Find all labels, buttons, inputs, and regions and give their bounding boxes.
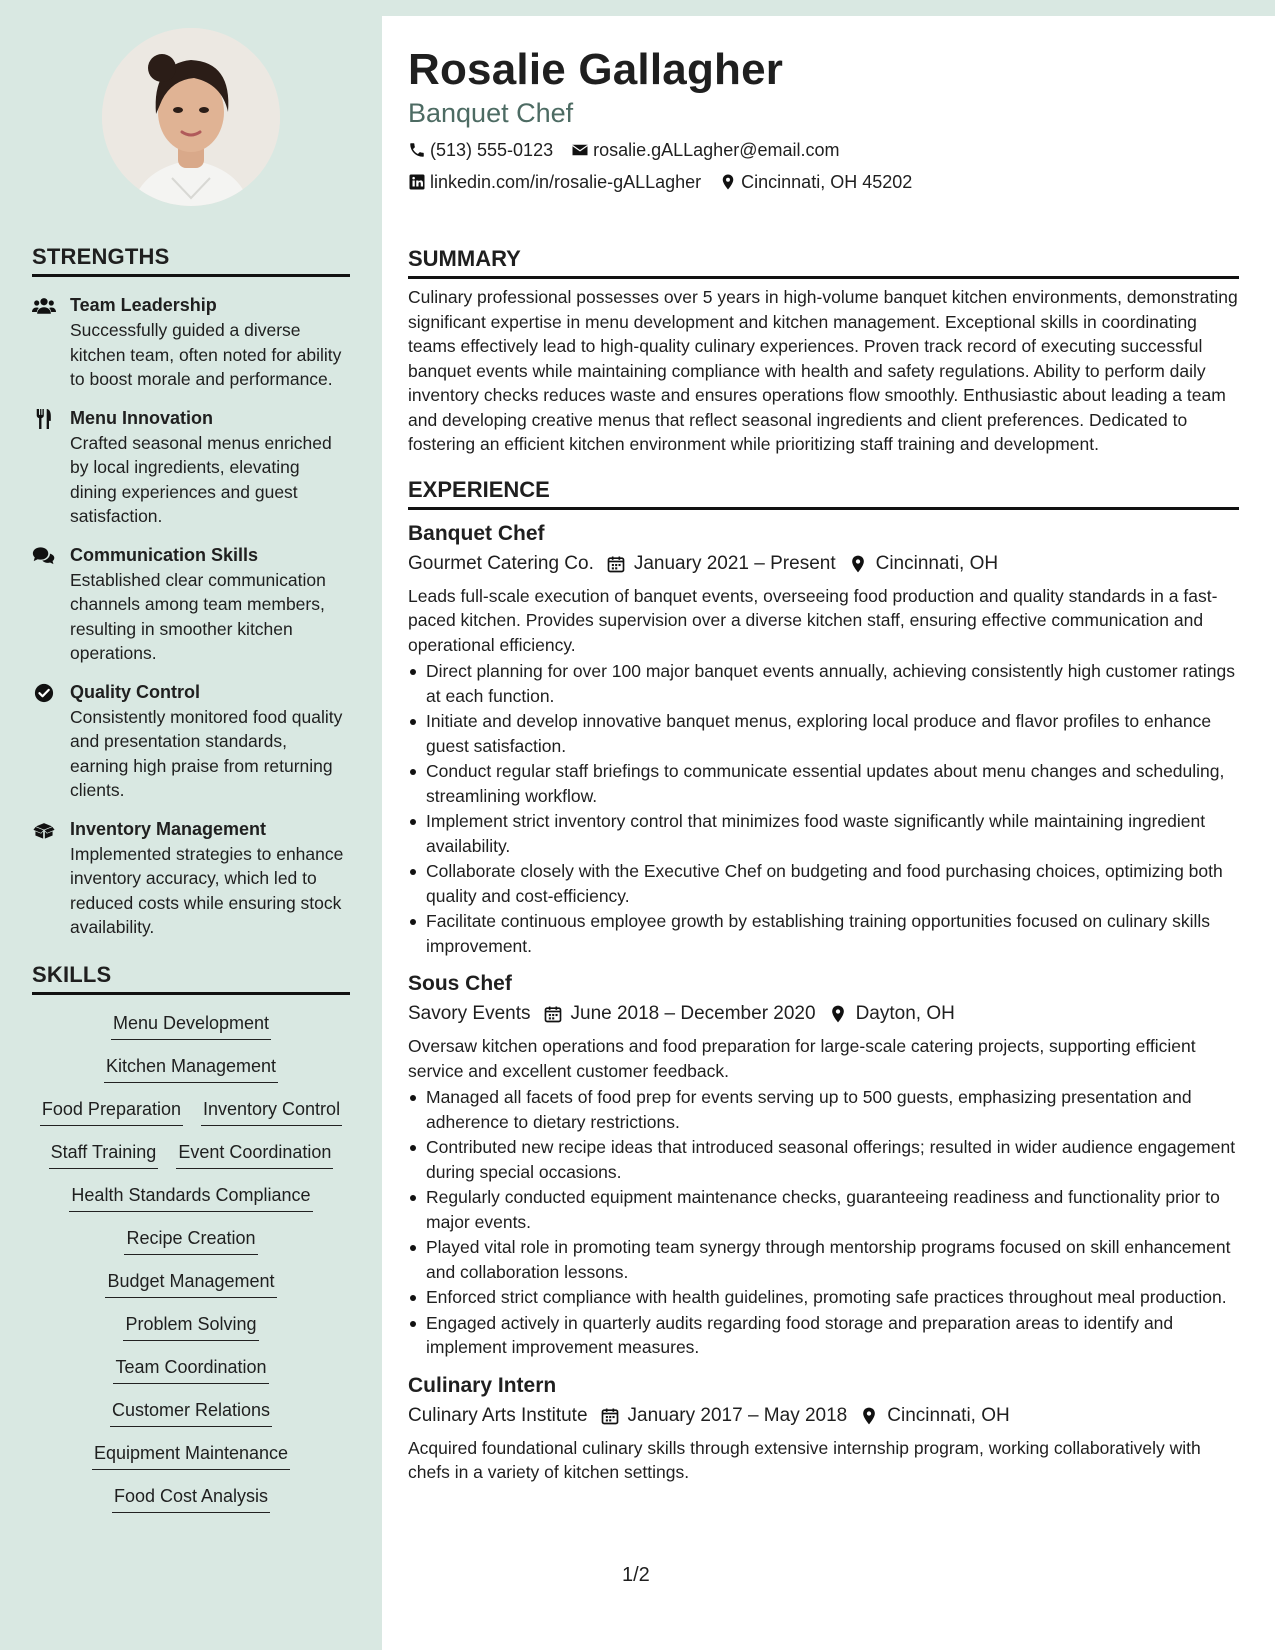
job-bullet: Initiate and develop innovative banquet menus, exploring local produce and flavor profiles to enhance guest satisfaction. — [408, 709, 1239, 758]
job-bullet: Facilitate continuous employee growth by establishing training opportunities focused on culinary skills improvement. — [408, 909, 1239, 958]
map-pin-icon — [719, 173, 737, 191]
skill-row — [32, 1009, 350, 1040]
skill-row — [32, 1052, 350, 1083]
summary-text: Culinary professional possesses over 5 years in high-volume banquet kitchen environments, demonstrating significant expertise in menu development and kitchen management. Exceptional skills in coordinating teams effectively lead to high-quality culinary experiences. Proven track record of executing successful banquet events while maintaining compliance with health and safety regulations. Ability to perform daily inventory checks reduces waste and ensures operations flow smoothly. Enthusiastic about leading a team and developing creative menus that reflect seasonal ingredients and client preferences. Dedicated to fostering an efficient kitchen environment while prioritizing staff training and development. — [408, 287, 1238, 454]
skill-row — [32, 1439, 350, 1470]
skill-row — [32, 1267, 350, 1298]
calendar-icon — [543, 1004, 563, 1024]
skills-list — [32, 1009, 350, 1513]
strength-item — [32, 817, 350, 940]
job-meta — [408, 550, 1239, 578]
skill-tag: Inventory Control — [201, 1095, 342, 1126]
strength-item — [32, 543, 350, 666]
strength-desc: Consistently monitored food quality and presentation standards, earning high praise from returning clients. — [70, 706, 343, 800]
envelope-icon — [571, 141, 589, 159]
job-location: Dayton, OH — [855, 1003, 955, 1024]
job-meta — [408, 1000, 1239, 1028]
job-location: Cincinnati, OH — [887, 1404, 1010, 1426]
users-icon — [32, 293, 70, 392]
strength-desc: Successfully guided a diverse kitchen team, often noted for ability to boost morale and performance. — [70, 320, 342, 389]
job-bullets — [408, 1085, 1239, 1360]
skill-row — [32, 1396, 350, 1427]
skill-tag: Food Preparation — [40, 1095, 183, 1126]
strength-item — [32, 406, 350, 529]
skill-tag: Event Coordination — [176, 1138, 333, 1169]
email-contact[interactable] — [571, 138, 839, 162]
main-content — [382, 16, 1275, 1650]
job-bullet: Played vital role in promoting team synergy through mentorship programs focused on skill enhancement and collaboration lessons. — [408, 1235, 1239, 1284]
candidate-role: Banquet Chef — [408, 98, 574, 128]
job-bullet: Regularly conducted equipment maintenance checks, guaranteeing readiness and functionality prior to major events. — [408, 1185, 1239, 1234]
strengths-heading: STRENGTHS — [32, 244, 350, 277]
job-description: Leads full-scale execution of banquet events, overseeing food production and quality standards in a fast-paced kitchen. Provides supervision over a diverse kitchen staff, ensuring effective communication and operational efficiency. — [408, 585, 1218, 655]
job-bullets — [408, 659, 1239, 958]
comments-icon — [32, 543, 70, 666]
phone-text: (513) 555-0123 — [430, 140, 554, 160]
job-bullet: Engaged actively in quarterly audits regarding food storage and preparation areas to identify and implement improvement measures. — [408, 1311, 1239, 1360]
strength-title: Menu Innovation — [70, 407, 213, 428]
email-text: rosalie.gALLagher@email.com — [593, 140, 840, 160]
skill-tag: Food Cost Analysis — [112, 1482, 270, 1513]
job-location: Cincinnati, OH — [875, 552, 999, 574]
map-pin-icon — [828, 1004, 848, 1024]
skill-tag: Team Coordination — [113, 1353, 268, 1384]
map-pin-icon — [848, 554, 868, 574]
box-icon — [32, 817, 70, 940]
calendar-icon — [600, 1406, 620, 1426]
linkedin-contact[interactable] — [408, 170, 701, 194]
strength-title: Team Leadership — [70, 295, 217, 315]
job-bullet: Enforced strict compliance with health guidelines, promoting safe practices throughout meal production. — [408, 1285, 1239, 1310]
skill-row — [32, 1310, 350, 1341]
strength-desc: Crafted seasonal menus enriched by local ingredients, elevating dining experiences and guest satisfaction. — [70, 432, 332, 526]
job-title: Culinary Intern — [408, 1373, 557, 1397]
job-dates: January 2017 – May 2018 — [627, 1404, 848, 1426]
skill-row — [32, 1095, 350, 1126]
utensils-icon — [32, 406, 70, 529]
experience-heading: EXPERIENCE — [408, 477, 1239, 510]
skill-tag: Equipment Maintenance — [92, 1439, 290, 1470]
page-number: 1/2 — [622, 1564, 650, 1586]
check-circle-icon — [32, 680, 70, 803]
location-text: Cincinnati, OH 45202 — [741, 172, 913, 192]
strengths-list — [32, 293, 350, 940]
job-description: Acquired foundational culinary skills through extensive internship program, working collaboratively with chefs in a variety of kitchen settings. — [408, 1437, 1201, 1482]
skill-tag: Menu Development — [111, 1009, 271, 1040]
job-description: Oversaw kitchen operations and food preparation for large-scale catering projects, supporting efficient service and excellent customer feedback. — [408, 1036, 1196, 1081]
sidebar — [0, 0, 382, 1650]
job-title: Sous Chef — [408, 972, 512, 995]
job-bullet: Contributed new recipe ideas that introduced seasonal offerings; resulted in wider audience engagement during special occasions. — [408, 1135, 1239, 1184]
job-bullet: Managed all facets of food prep for events serving up to 500 guests, emphasizing presentation and adherence to dietary restrictions. — [408, 1085, 1239, 1134]
skill-tag: Kitchen Management — [104, 1052, 278, 1083]
skill-tag: Staff Training — [49, 1138, 159, 1169]
profile-photo — [102, 28, 280, 206]
phone-icon — [408, 141, 426, 159]
skill-row — [32, 1224, 350, 1255]
job-entry — [408, 970, 1239, 1360]
strength-title: Communication Skills — [70, 544, 259, 565]
calendar-icon — [606, 554, 626, 574]
summary-heading: SUMMARY — [408, 246, 1239, 279]
strength-desc: Established clear communication channels among team members, resulting in smoother kitchen operations. — [70, 569, 326, 663]
contact-row-2 — [408, 170, 1239, 194]
phone-contact[interactable] — [408, 138, 553, 162]
job-company: Savory Events — [408, 1003, 531, 1024]
strength-desc: Implemented strategies to enhance inventory accuracy, which led to reduced costs while ensuring stock availability. — [70, 843, 344, 937]
job-entry — [408, 520, 1239, 959]
job-bullet: Conduct regular staff briefings to communicate essential updates about menu changes and scheduling, streamlining workflow. — [408, 759, 1239, 808]
job-company: Culinary Arts Institute — [408, 1404, 588, 1426]
job-dates: January 2021 – Present — [633, 552, 836, 574]
job-company: Gourmet Catering Co. — [408, 552, 594, 574]
skill-tag: Recipe Creation — [124, 1224, 257, 1255]
experience-list — [408, 520, 1239, 1485]
skills-heading: SKILLS — [32, 962, 350, 995]
skill-tag: Customer Relations — [110, 1396, 272, 1427]
strength-title: Quality Control — [70, 681, 200, 702]
skill-row — [32, 1181, 350, 1212]
skill-tag: Budget Management — [105, 1267, 276, 1298]
contact-row-1 — [408, 138, 1239, 162]
avatar — [102, 28, 280, 206]
location-contact — [719, 170, 912, 194]
job-entry — [408, 1372, 1239, 1485]
skill-row — [32, 1482, 350, 1513]
job-bullet: Direct planning for over 100 major banquet events annually, achieving consistently high customer ratings at each function. — [408, 659, 1239, 708]
map-pin-icon — [859, 1406, 879, 1426]
skill-row — [32, 1353, 350, 1384]
job-bullet: Collaborate closely with the Executive Chef on budgeting and food purchasing choices, optimizing both quality and cost-efficiency. — [408, 859, 1239, 908]
skill-row — [32, 1138, 350, 1169]
linkedin-icon — [408, 173, 426, 191]
skill-tag: Health Standards Compliance — [69, 1181, 312, 1212]
strength-item — [32, 293, 350, 392]
job-dates: June 2018 – December 2020 — [570, 1003, 816, 1024]
job-meta — [408, 1402, 1239, 1430]
linkedin-text: linkedin.com/in/rosalie-gALLagher — [430, 172, 702, 192]
job-bullet: Implement strict inventory control that minimizes food waste significantly while maintaining ingredient availability. — [408, 809, 1239, 858]
strength-title: Inventory Management — [70, 818, 267, 839]
candidate-name: Rosalie Gallagher — [408, 45, 784, 94]
job-title: Banquet Chef — [408, 521, 545, 545]
skill-tag: Problem Solving — [123, 1310, 258, 1341]
strength-item — [32, 680, 350, 803]
